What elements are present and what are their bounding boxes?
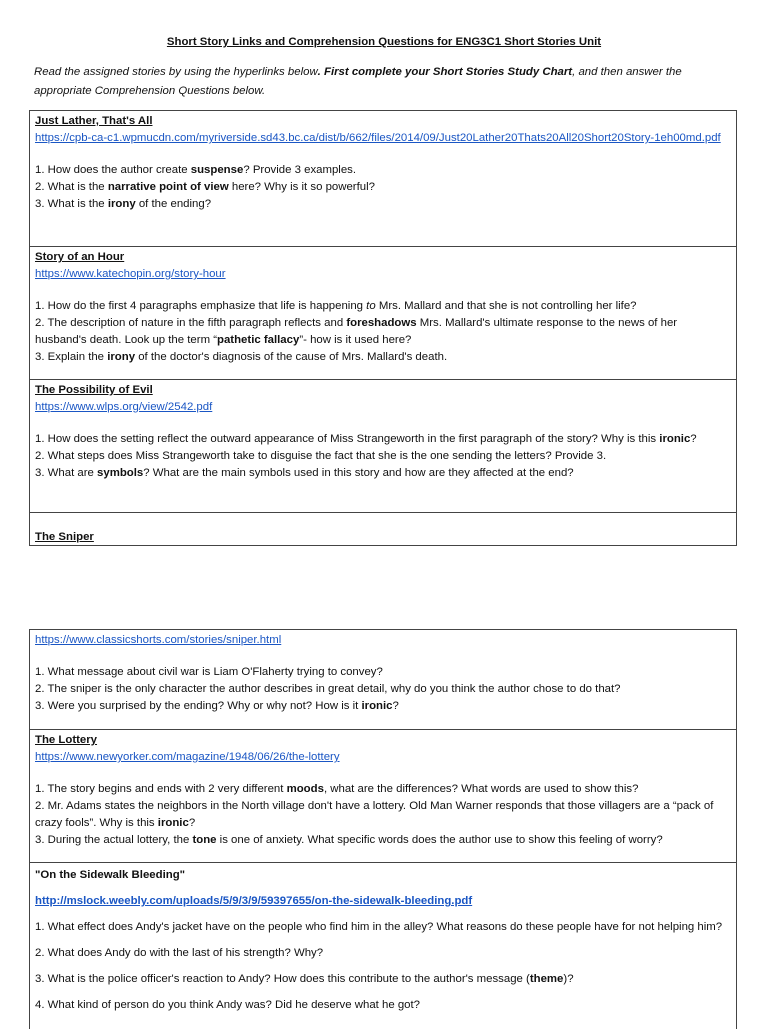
study-chart-instruction: . First complete your Short Stories Study Chart [317,66,573,78]
question: 1. How does the setting reflect the outward appearance of Miss Strangeworth in the first paragraph of the story? Why is this ironic? [35,433,697,445]
question: 3. What is the irony of the ending? [35,198,212,210]
story-link[interactable]: https://www.wlps.org/view/2542.pdf [35,401,213,413]
story-table-page-1 [29,110,737,546]
question: 2. What does Andy do with the last of his strength? Why? [35,947,324,959]
story-link[interactable]: https://www.classicshorts.com/stories/sniper.html [35,634,282,646]
question: 3. What are symbols? What are the main symbols used in this story and how are they affected at the end? [35,467,574,479]
story-section-sidewalk [30,862,736,1032]
story-link[interactable]: https://www.katechopin.org/story-hour [35,268,226,280]
question: 1. What effect does Andy's jacket have on the people who find him in the alley? What reasons do these people have for not helping him? [35,921,723,933]
story-title: The Lottery [35,734,98,746]
story-table-page-2 [29,629,737,1029]
question: 1. What message about civil war is Liam O'Flaherty trying to convey? [35,666,383,678]
question: 3. What is the police officer's reaction to Andy? How does this contribute to the author's message (theme)? [35,973,574,985]
question: 3. Explain the irony of the doctor's diagnosis of the cause of Mrs. Mallard's death. [35,351,448,363]
story-title: "On the Sidewalk Bleeding" [35,869,186,881]
story-link[interactable]: http://mslock.weebly.com/uploads/5/9/3/9/59397655/on-the-sidewalk-bleeding.pdf [35,895,473,907]
question: 2. What is the narrative point of view here? Why is it so powerful? [35,181,375,193]
question: 2. What steps does Miss Strangeworth take to disguise the fact that she is the one sending the letters? Provide 3. [35,450,607,462]
question: 1. The story begins and ends with 2 very different moods, what are the differences? What words are used to show this? [35,783,639,795]
story-section-lather [30,111,736,246]
story-link[interactable]: https://cpb-ca-c1.wpmucdn.com/myriverside.sd43.bc.ca/dist/b/662/files/2014/09/Just20Lather20Thats20All20Short20Story-1eh00md.pdf [35,132,721,144]
page-title: Short Story Links and Comprehension Questions for ENG3C1 Short Stories Unit [166,36,602,48]
story-link[interactable]: https://www.newyorker.com/magazine/1948/06/26/the-lottery [35,751,340,763]
story-title: The Possibility of Evil [35,384,153,396]
intro-paragraph: Read the assigned stories by using the hyperlinks below. First complete your Short Stories Study Chart, and then answer the appropriate Comprehension Questions below. [34,66,682,97]
question: 1. How do the first 4 paragraphs emphasize that life is happening to Mrs. Mallard and that she is not controlling her life? [35,300,637,312]
question: 4. What kind of person do you think Andy was? Did he deserve what he got? [35,999,420,1011]
question: 2. The description of nature in the fifth paragraph reflects and foreshadows Mrs. Mallard's ultimate response to the news of her husband's death. Look up the term “pathetic fallacy”- how is it used here? [35,317,678,346]
story-section-sniper-header [30,512,736,545]
story-section-evil [30,379,736,512]
story-title: The Sniper [35,531,94,543]
question: 2. The sniper is the only character the author describes in great detail, why do you think the author chose to do that? [35,683,621,695]
story-title: Story of an Hour [35,251,125,263]
question: 3. Were you surprised by the ending? Why or why not? How is it ironic? [35,700,399,712]
story-section-hour [30,246,736,379]
story-section-sniper [30,630,736,729]
question: 1. How does the author create suspense? Provide 3 examples. [35,164,357,176]
story-title: Just Lather, That's All [35,115,153,127]
story-section-lottery [30,729,736,862]
question: 3. During the actual lottery, the tone is one of anxiety. What specific words does the author use to show this feeling of worry? [35,834,663,846]
question: 2. Mr. Adams states the neighbors in the North village don't have a lottery. Old Man Warner responds that those villagers are a “pack of crazy fools”. Why is this ironic? [35,800,714,829]
